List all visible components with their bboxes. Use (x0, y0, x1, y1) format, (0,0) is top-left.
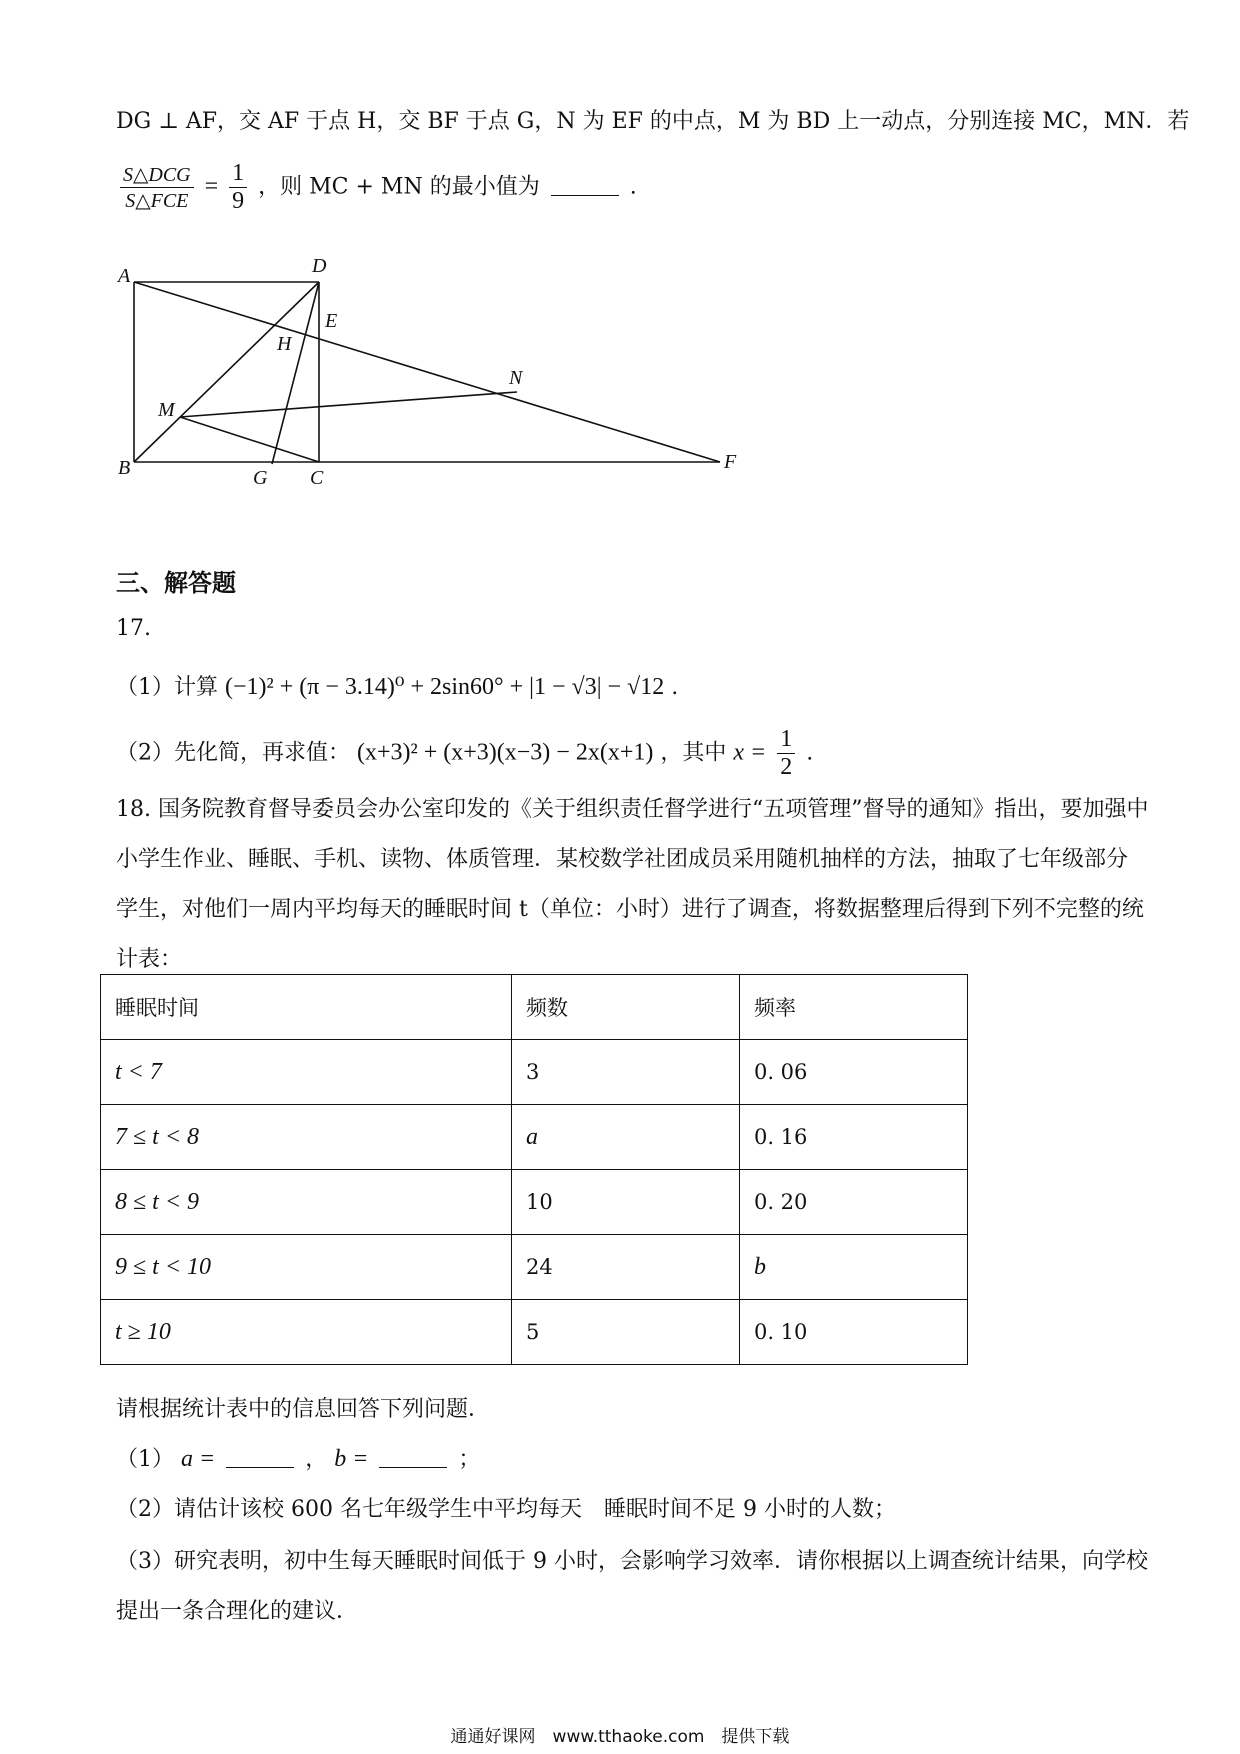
label-D: D (312, 255, 327, 277)
q18-part3-line-1: （3）研究表明，初中生每天睡眠时间低于 9 小时，会影响学习效率．请你根据以上调查统计结果，向学校 (116, 1549, 1148, 1574)
table-row (101, 1235, 968, 1300)
ratio-end: . (629, 174, 637, 200)
answer-blank (551, 194, 619, 196)
table-header-row (101, 975, 968, 1040)
q17-part2-where: ，其中 (660, 740, 727, 766)
q18-para-line-4: 计表： (116, 947, 183, 972)
q18-after-table: 请根据统计表中的信息回答下列问题． (116, 1397, 491, 1422)
q18-para-line-1: 18. 国务院教育督导委员会办公室印发的《关于组织责任督学进行“五项管理”督导的通知》指出，要加强中 (116, 797, 1149, 822)
table-header-cell: 睡眠时间 (101, 975, 512, 1040)
table-row (101, 1040, 968, 1105)
ratio-value-denominator: 9 (232, 188, 245, 214)
q18-para-line-2: 小学生作业、睡眠、手机、读物、体质管理．某校数学社团成员采用随机抽样的方法，抽取了七年级部分 (116, 847, 1129, 872)
q17-part2 (116, 726, 813, 781)
label-G: G (253, 467, 268, 489)
q18-part1-end: ； (458, 1447, 481, 1472)
table-cell: 7 ≤ t < 8 (101, 1105, 512, 1170)
label-E: E (325, 310, 338, 332)
ratio-value-numerator: 1 (229, 160, 247, 188)
table-cell: 3 (511, 1040, 739, 1105)
table-cell: 8 ≤ t < 9 (101, 1170, 512, 1235)
q17-part1-end: . (671, 675, 679, 700)
label-M: M (158, 399, 175, 421)
q17-number: 17. (116, 616, 151, 641)
q18-part1-sep: ， (305, 1447, 328, 1472)
label-B: B (118, 457, 131, 479)
segment-AF (134, 282, 720, 462)
ratio-value-fraction (229, 160, 247, 215)
label-N: N (509, 367, 523, 389)
segment-MN (180, 392, 517, 417)
answer-blank-b (379, 1466, 447, 1468)
table-row (101, 1170, 968, 1235)
q18-part1-b: b = (334, 1446, 369, 1472)
table-cell: 0. 10 (739, 1300, 967, 1365)
label-H: H (277, 333, 292, 355)
table-cell: 10 (511, 1170, 739, 1235)
answer-blank-a (226, 1466, 294, 1468)
table-cell: 0. 16 (739, 1105, 967, 1170)
q17-part2-denominator: 2 (780, 754, 793, 780)
table-cell: 24 (511, 1235, 739, 1300)
label-F: F (724, 451, 737, 473)
area-ratio-fraction (120, 162, 194, 213)
q17-part1 (116, 670, 678, 701)
table-cell: 0. 20 (739, 1170, 967, 1235)
q18-part2: （2）请估计该校 600 名七年级学生中平均每天 睡眠时间不足 9 小时的人数； (116, 1497, 896, 1522)
q17-part1-expression: (−1)² + (π − 3.14)⁰ + 2sin60° + |1 − √3| − √12 (225, 674, 665, 700)
q16-ratio-line: $\frac{\text{S△DCG}}{\text{S△FCE}}$ = $\frac{1}{9}$ ，则 MC + MN 的最小值为 . (116, 160, 637, 215)
table-cell: t ≥ 10 (101, 1300, 512, 1365)
q18-part1 (116, 1442, 480, 1473)
footer-watermark: 通通好课网 www.tthaoke.com 提供下载 (450, 1727, 790, 1747)
table-cell: 5 (511, 1300, 739, 1365)
ratio-numerator: S△DCG (120, 162, 194, 188)
label-C: C (310, 467, 324, 489)
segment-DG (272, 282, 319, 464)
q17-part1-prefix: （1）计算 (116, 675, 218, 700)
table-cell: 9 ≤ t < 10 (101, 1235, 512, 1300)
label-A: A (118, 265, 131, 287)
ratio-question-text: ，则 MC + MN 的最小值为 (258, 174, 540, 200)
table-header-cell: 频率 (739, 975, 967, 1040)
q17-part2-expression: (x+3)² + (x+3)(x−3) − 2x(x+1) (357, 739, 654, 766)
ratio-denominator: S△FCE (125, 190, 189, 212)
table-row (101, 1300, 968, 1365)
q17-part2-fraction (777, 726, 795, 781)
q16-condition-line: DG ⊥ AF，交 AF 于点 H，交 BF 于点 G，N 为 EF 的中点，M 为 BD 上一动点，分别连接 MC，MN．若 (116, 109, 1190, 134)
sleep-stats-table (100, 974, 968, 1365)
q17-part2-x: x = (733, 739, 767, 766)
table-header-cell: 频数 (511, 975, 739, 1040)
q18-part1-prefix: （1） (116, 1447, 174, 1472)
segment-BD (134, 282, 319, 462)
q18-para-line-3: 学生，对他们一周内平均每天的睡眠时间 t（单位：小时）进行了调查，将数据整理后得到下列不完整的统 (116, 897, 1144, 922)
q18-part1-a: a = (181, 1446, 216, 1472)
section-heading: 三、解答题 (116, 569, 236, 597)
geometry-figure (112, 252, 752, 492)
q17-part2-prefix: （2）先化简，再求值： (116, 740, 350, 766)
q17-part2-end: . (806, 740, 814, 766)
table-row (101, 1105, 968, 1170)
table-cell: t < 7 (101, 1040, 512, 1105)
table-cell: b (739, 1235, 967, 1300)
q18-part3-line-2: 提出一条合理化的建议． (116, 1599, 359, 1624)
segment-MC (180, 417, 319, 462)
table-cell: a (511, 1105, 739, 1170)
q17-part2-numerator: 1 (777, 726, 795, 754)
table-cell: 0. 06 (739, 1040, 967, 1105)
